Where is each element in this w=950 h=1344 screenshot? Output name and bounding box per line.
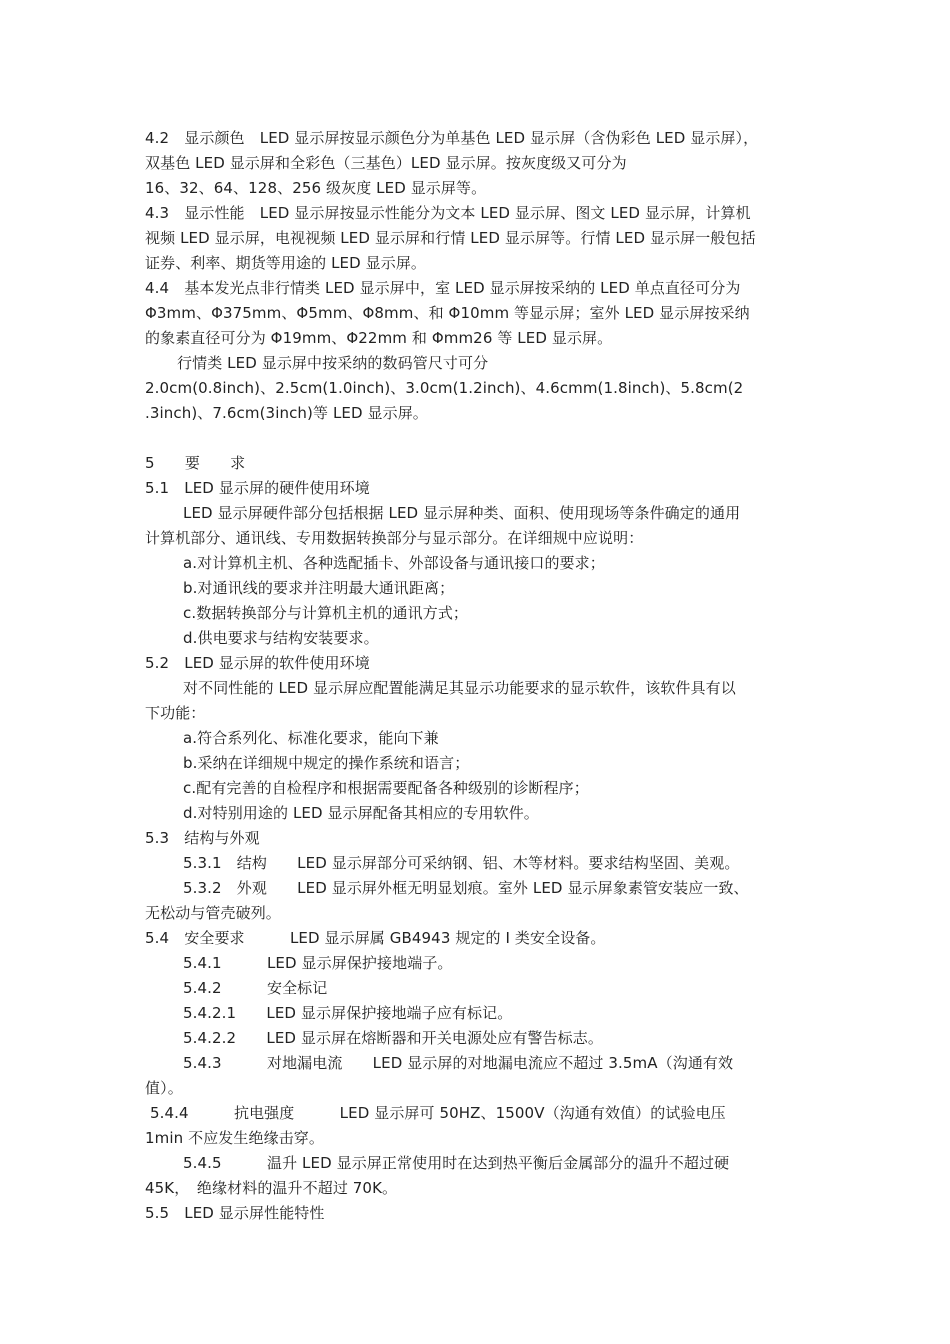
text-line: 下功能：	[145, 704, 206, 722]
text-line: 5.4.2.2 LED 显示屏在熔断器和开关电源处应有警告标志。	[183, 1029, 603, 1047]
text-line: 4.4 基本发光点非行情类 LED 显示屏中，室 LED 显示屏按采纳的 LED 单点直径可分为	[145, 279, 741, 297]
text-line: 对不同性能的 LED 显示屏应配置能满足其显示功能要求的显示软件，该软件具有以	[183, 679, 736, 697]
text-line: 5.3.1 结构 LED 显示屏部分可采纳钢、铝、木等材料。要求结构坚固、美观。	[183, 854, 740, 872]
text-line: 5.4.4 抗电强度 LED 显示屏可 50HZ、1500V（沟通有效值）的试验电压	[150, 1104, 726, 1122]
section-heading: 5 要 求	[145, 454, 246, 472]
text-line: 4.3 显示性能 LED 显示屏按显示性能分为文本 LED 显示屏、图文 LED 显示屏，计算机	[145, 204, 751, 222]
text-line: 5.4.2.1 LED 显示屏保护接地端子应有标记。	[183, 1004, 513, 1022]
text-line: 行情类 LED 显示屏中按采纳的数码管尺寸可分	[177, 354, 489, 372]
list-item: b.对通讯线的要求并注明最大通讯距离；	[183, 579, 455, 597]
list-item: c.数据转换部分与计算机主机的通讯方式；	[183, 604, 469, 622]
list-item: d.对特别用途的 LED 显示屏配备其相应的专用软件。	[183, 804, 539, 822]
text-line: 4.2 显示颜色 LED 显示屏按显示颜色分为单基色 LED 显示屏（含伪彩色 LED 显示屏），	[145, 129, 759, 147]
text-line: 45K， 绝缘材料的温升不超过 70K。	[145, 1179, 398, 1197]
text-line: 视频 LED 显示屏，电视视频 LED 显示屏和行情 LED 显示屏等。行情 LED 显示屏一般包括	[145, 229, 756, 247]
text-line: LED 显示屏硬件部分包括根据 LED 显示屏种类、面积、使用现场等条件确定的通用	[183, 504, 741, 522]
text-line: 计算机部分、通讯线、专用数据转换部分与显示部分。在详细规中应说明：	[145, 529, 644, 547]
text-line: Φ3mm、Φ375mm、Φ5mm、Φ8mm、和 Φ10mm 等显示屏；室外 LED 显示屏按采纳	[145, 304, 750, 322]
text-line: 5.4.1 LED 显示屏保护接地端子。	[183, 954, 453, 972]
list-item: c.配有完善的自检程序和根据需要配备各种级别的诊断程序；	[183, 779, 589, 797]
text-line: 5.4.5 温升 LED 显示屏正常使用时在达到热平衡后金属部分的温升不超过硬	[183, 1154, 730, 1172]
list-item: b.采纳在详细规中规定的操作系统和语言；	[183, 754, 470, 772]
text-line: 双基色 LED 显示屏和全彩色（三基色）LED 显示屏。按灰度级又可分为	[145, 154, 627, 172]
text-line: 值）。	[145, 1079, 183, 1097]
list-item: a.符合系列化、标准化要求，能向下兼	[183, 729, 439, 747]
text-line: 1min 不应发生绝缘击穿。	[145, 1129, 324, 1147]
list-item: d.供电要求与结构安装要求。	[183, 629, 379, 647]
text-line: 16、32、64、128、256 级灰度 LED 显示屏等。	[145, 179, 487, 197]
subsection-heading: 5.2 LED 显示屏的软件使用环境	[145, 654, 370, 672]
text-line: 的象素直径可分为 Φ19mm、Φ22mm 和 Φmm26 等 LED 显示屏。	[145, 329, 613, 347]
text-line: 5.4.2 安全标记	[183, 979, 328, 997]
subsection-heading: 5.4 安全要求 LED 显示屏属 GB4943 规定的 I 类安全设备。	[145, 929, 606, 947]
subsection-heading: 5.3 结构与外观	[145, 829, 260, 847]
subsection-heading: 5.5 LED 显示屏性能特性	[145, 1204, 325, 1222]
text-line: 无松动与管壳破列。	[145, 904, 281, 922]
subsection-heading: 5.1 LED 显示屏的硬件使用环境	[145, 479, 370, 497]
text-line: .3inch)、7.6cm(3inch)等 LED 显示屏。	[145, 404, 428, 422]
text-line: 2.0cm(0.8inch)、2.5cm(1.0inch)、3.0cm(1.2inch)、4.6cmm(1.8inch)、5.8cm(2	[145, 379, 744, 397]
list-item: a.对计算机主机、各种选配插卡、外部设备与通讯接口的要求；	[183, 554, 605, 572]
text-line: 5.3.2 外观 LED 显示屏外框无明显划痕。室外 LED 显示屏象素管安装应一致、	[183, 879, 749, 897]
text-line: 证券、利率、期货等用途的 LED 显示屏。	[145, 254, 427, 272]
text-line: 5.4.3 对地漏电流 LED 显示屏的对地漏电流应不超过 3.5mA（沟通有效	[183, 1054, 734, 1072]
